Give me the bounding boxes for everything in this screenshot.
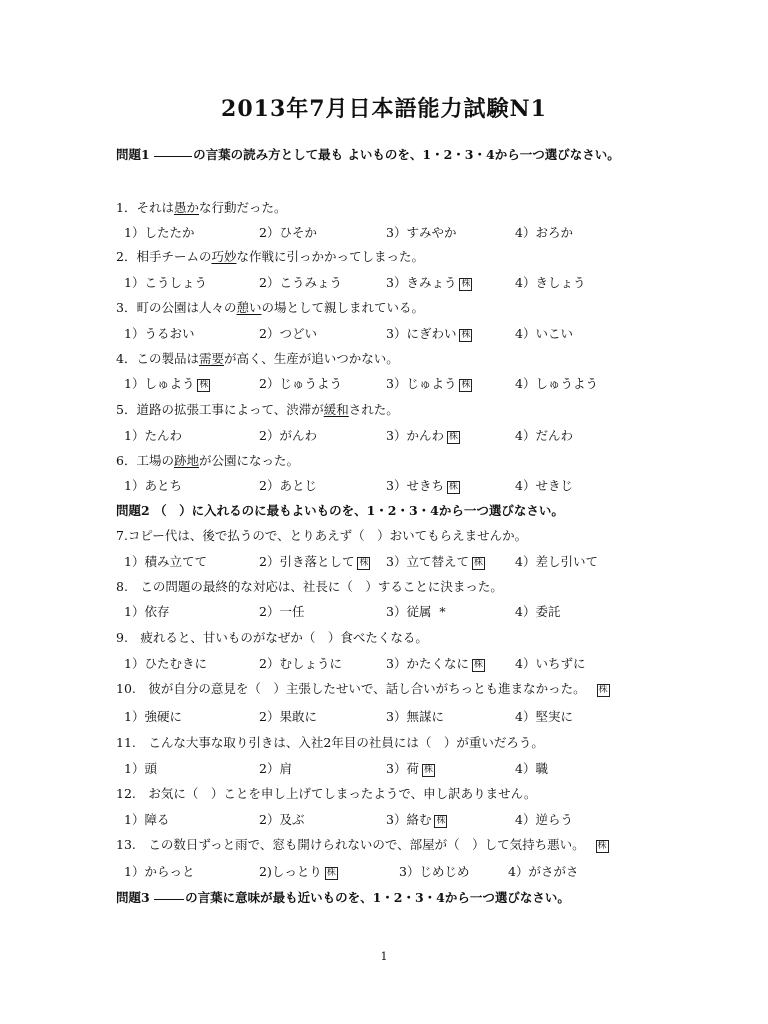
stamp-mark-icon: 株 [199, 380, 209, 390]
option-2: 2）じゅうよう [259, 376, 342, 391]
question-3-options [124, 326, 684, 342]
option-1: 1）積み立てて [124, 554, 207, 569]
option-1: 1）たんわ [124, 428, 182, 443]
question-5-target-word: 緩和 [323, 402, 349, 417]
section-2-label: 問題2 [116, 503, 150, 518]
question-2-target-word: 巧妙 [211, 249, 237, 264]
option-1: 1）したたか [124, 225, 195, 240]
question-5 [116, 402, 399, 418]
question-1-text: 1．それは [116, 200, 174, 215]
option-1: 1）ひたむきに [124, 656, 207, 671]
option-2: 2）こうみょう [259, 275, 342, 290]
star-mark-icon: * [439, 604, 446, 619]
question-11-options [124, 761, 684, 777]
section-1-instruction: の言葉の読み方として最も よいものを、1・2・3・4から一つ選びなさい。 [193, 147, 620, 162]
question-1 [116, 200, 286, 216]
option-2: 2）がんわ [259, 428, 317, 443]
section-3-instruction: の言葉に意味が最も近いものを、1・2・3・4から一つ選びなさい。 [185, 890, 570, 905]
option-1: 1）障る [124, 812, 170, 827]
option-2-text: 2）引き落として [259, 554, 355, 569]
option-1: 1）うるおい [124, 326, 195, 341]
option-3 [386, 554, 485, 570]
question-1-target-word: 愚か [173, 200, 199, 215]
page-number: 1 [380, 950, 388, 963]
option-1: 1）あとち [124, 478, 182, 493]
question-4-options [124, 376, 684, 392]
question-13-options [124, 864, 684, 880]
question-3-text: 3．町の公園は人々の [116, 300, 237, 315]
option-2 [259, 864, 338, 880]
option-4: 4）おろか [515, 225, 573, 240]
option-3 [386, 275, 472, 291]
question-2-text: 2．相手チームの [116, 249, 212, 264]
option-2-text: 2)しっとり [259, 864, 322, 879]
question-8: 8. この問題の最終的な対応は、社長に（ ）することに決まった。 [116, 579, 503, 594]
question-2-options [124, 275, 684, 291]
stamp-mark-icon: 株 [448, 432, 458, 442]
stamp-mark-icon: 株 [423, 765, 433, 775]
option-4: 4）しゅうよう [515, 376, 598, 391]
stamp-mark-icon: 株 [436, 816, 446, 826]
question-6-text: 6．工場の [116, 453, 174, 468]
option-3 [386, 604, 446, 620]
stamp-mark-icon: 株 [597, 841, 607, 851]
section-1-label: 問題1 [116, 147, 150, 162]
option-1 [124, 376, 210, 392]
question-6-options [124, 478, 684, 494]
option-2: 2）及ぶ [259, 812, 305, 827]
question-2-text-end: な作戦に引っかかってしまった。 [236, 249, 424, 264]
question-4-text-end: が高く、生産が追いつかない。 [223, 351, 399, 366]
option-3 [386, 812, 447, 828]
option-2 [259, 554, 370, 570]
question-10-text: 10. 彼が自分の意見を（ ）主張したせいで、話し合いがちっとも進まなかった。 [116, 681, 586, 696]
question-4-text: 4．この製品は [116, 351, 199, 366]
option-1: 1）頭 [124, 761, 157, 776]
option-4: 4）職 [515, 761, 548, 776]
question-7: 7.コピー代は、後で払うので、とりあえず（ ）おいてもらえませんか。 [116, 528, 528, 543]
question-6-text-end: が公園になった。 [198, 453, 299, 468]
question-3 [116, 300, 424, 316]
option-3-text: 3）荷 [386, 761, 419, 776]
stamp-mark-icon: 株 [359, 558, 369, 568]
option-4: 4）いちずに [515, 656, 586, 671]
section-3-heading [116, 890, 570, 906]
question-1-text-end: な行動だった。 [198, 200, 287, 215]
option-3 [386, 478, 460, 494]
option-3-text: 3）従属 [386, 604, 432, 619]
option-3-text: 3）にぎわい [386, 326, 457, 341]
option-3 [386, 376, 472, 392]
question-5-options [124, 428, 684, 444]
question-10 [116, 681, 610, 697]
question-9: 9. 疲れると、甘いものがなぜか（ ）食べたくなる。 [116, 630, 428, 645]
option-3-text: 3）せきち [386, 478, 444, 493]
question-4-target-word: 需要 [198, 351, 224, 366]
option-2: 2）つどい [259, 326, 317, 341]
option-3-text: 3）絡む [386, 812, 432, 827]
option-4: 4）だんわ [515, 428, 573, 443]
question-9-options [124, 656, 684, 672]
question-3-target-word: 憩い [236, 300, 262, 315]
question-2 [116, 249, 424, 265]
section-3-label: 問題3 [116, 890, 150, 905]
option-2: 2）ひそか [259, 225, 317, 240]
option-1: 1）強硬に [124, 709, 182, 724]
option-3-text: 3）じゅよう [386, 376, 457, 391]
question-5-text-end: された。 [348, 402, 399, 417]
option-3: 3）すみやか [386, 225, 457, 240]
option-3-text: 3）かたくなに [386, 656, 469, 671]
question-7-options [124, 554, 684, 570]
option-3: 3）無謀に [386, 709, 444, 724]
option-4: 4）いこい [515, 326, 573, 341]
question-8-options [124, 604, 684, 620]
option-4: 4）逆らう [515, 812, 573, 827]
option-4: 4）きしょう [515, 275, 586, 290]
option-3: 3）じめじめ [399, 864, 470, 879]
question-5-text: 5．道路の拡張工事によって、渋滞が [116, 402, 324, 417]
blank-line [154, 155, 192, 157]
option-3-text: 3）立て替えて [386, 554, 469, 569]
option-4: 4）堅実に [515, 709, 573, 724]
option-3 [386, 656, 485, 672]
option-4: 4）委託 [515, 604, 561, 619]
option-1: 1）こうしょう [124, 275, 207, 290]
question-1-options [124, 225, 684, 241]
option-3-text: 3）きみょう [386, 275, 457, 290]
question-4 [116, 351, 399, 367]
question-6-target-word: 跡地 [173, 453, 199, 468]
option-2: 2）一任 [259, 604, 305, 619]
section-1-heading [116, 147, 620, 163]
stamp-mark-icon: 株 [473, 660, 483, 670]
blank-line [154, 898, 184, 900]
option-2: 2）あとじ [259, 478, 317, 493]
stamp-mark-icon: 株 [461, 380, 471, 390]
stamp-mark-icon: 株 [448, 482, 458, 492]
option-4: 4）がさがさ [508, 864, 579, 879]
option-2: 2）むしょうに [259, 656, 342, 671]
option-3 [386, 428, 460, 444]
section-2-instruction: （ ）に入れるのに最もよいものを、1・2・3・4から一つ選びなさい。 [154, 503, 564, 518]
option-1-text: 1）しゅよう [124, 376, 195, 391]
option-1: 1）からっと [124, 864, 195, 879]
question-11: 11. こんな大事な取り引きは、入社2年目の社員には（ ）が重いだろう。 [116, 735, 544, 750]
page-title: 2013年7月日本語能力試験N1 [221, 96, 547, 122]
stamp-mark-icon: 株 [598, 685, 608, 695]
stamp-mark-icon: 株 [473, 558, 483, 568]
question-3-text-end: の場として親しまれている。 [261, 300, 424, 315]
question-12: 12. お気に（ ）ことを申し上げてしまったようで、申し訳ありません。 [116, 786, 537, 801]
stamp-mark-icon: 株 [461, 279, 471, 289]
option-1: 1）依存 [124, 604, 170, 619]
option-4: 4）差し引いて [515, 554, 598, 569]
option-3-text: 3）かんわ [386, 428, 444, 443]
question-10-options [124, 709, 684, 725]
option-2: 2）果敢に [259, 709, 317, 724]
section-2-heading [116, 503, 564, 519]
question-12-options [124, 812, 684, 828]
stamp-mark-icon: 株 [326, 868, 336, 878]
question-13 [116, 837, 609, 853]
stamp-mark-icon: 株 [461, 330, 471, 340]
question-6 [116, 453, 299, 469]
option-3 [386, 326, 472, 342]
option-2: 2）肩 [259, 761, 292, 776]
option-4: 4）せきじ [515, 478, 573, 493]
option-3 [386, 761, 435, 777]
question-13-text: 13. この数日ずっと雨で、窓も開けられないので、部屋が（ ）して気持ち悪い。 [116, 837, 585, 852]
